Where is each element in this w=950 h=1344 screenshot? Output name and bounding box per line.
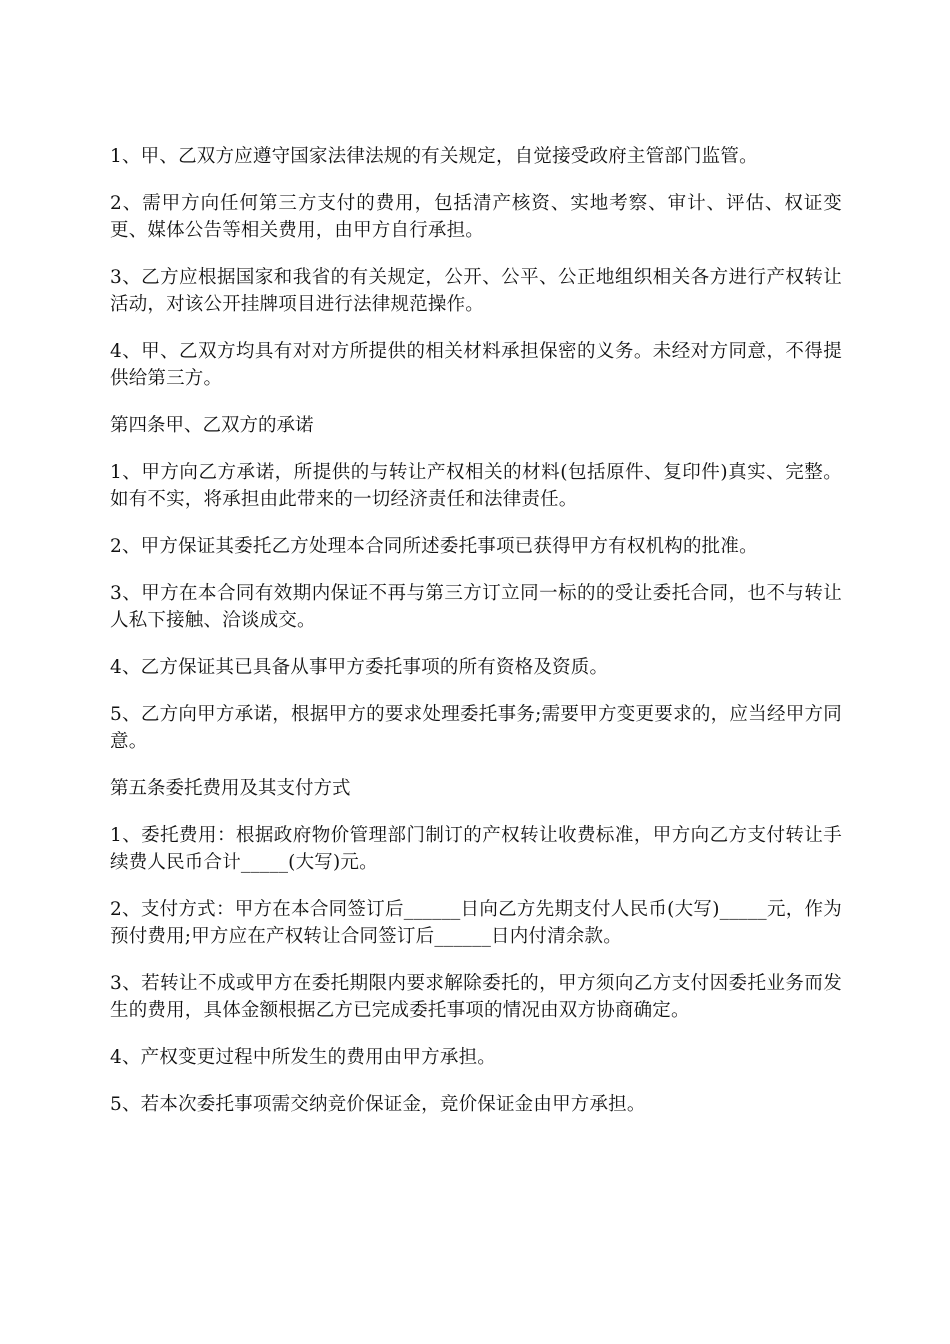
clause-paragraph: 2、甲方保证其委托乙方处理本合同所述委托事项已获得甲方有权机构的批准。 <box>110 536 758 557</box>
clause-paragraph: 1、甲、乙双方应遵守国家法律法规的有关规定，自觉接受政府主管部门监管。 <box>110 146 758 167</box>
clause-paragraph: 4、甲、乙双方均具有对对方所提供的相关材料承担保密的义务。未经对方同意，不得提供给第三方。 <box>110 341 842 389</box>
clause-paragraph: 2、支付方式：甲方在本合同签订后______日向乙方先期支付人民币(大写)_____元，作为预付费用;甲方应在产权转让合同签订后______日内付清余款。 <box>110 899 842 947</box>
clause-paragraph: 1、委托费用：根据政府物价管理部门制订的产权转让收费标准，甲方向乙方支付转让手续费人民币合计_____(大写)元。 <box>110 825 842 873</box>
clause-paragraph: 1、甲方向乙方承诺，所提供的与转让产权相关的材料(包括原件、复印件)真实、完整。如有不实，将承担由此带来的一切经济责任和法律责任。 <box>110 462 842 510</box>
clause-paragraph: 3、若转让不成或甲方在委托期限内要求解除委托的，甲方须向乙方支付因委托业务而发生的费用，具体金额根据乙方已完成委托事项的情况由双方协商确定。 <box>110 973 842 1021</box>
section-heading-article-5: 第五条委托费用及其支付方式 <box>110 778 351 799</box>
clause-paragraph: 5、乙方向甲方承诺，根据甲方的要求处理委托事务;需要甲方变更要求的，应当经甲方同意。 <box>110 704 842 752</box>
clause-paragraph: 4、乙方保证其已具备从事甲方委托事项的所有资格及资质。 <box>110 657 609 678</box>
document-body <box>110 143 842 1138</box>
clause-paragraph: 5、若本次委托事项需交纳竞价保证金，竞价保证金由甲方承担。 <box>110 1094 646 1115</box>
clause-paragraph: 3、乙方应根据国家和我省的有关规定，公开、公平、公正地组织相关各方进行产权转让活动，对该公开挂牌项目进行法律规范操作。 <box>110 267 842 315</box>
clause-paragraph: 2、需甲方向任何第三方支付的费用，包括清产核资、实地考察、审计、评估、权证变更、媒体公告等相关费用，由甲方自行承担。 <box>110 193 842 241</box>
clause-paragraph: 4、产权变更过程中所发生的费用由甲方承担。 <box>110 1047 496 1068</box>
section-heading-article-4: 第四条甲、乙双方的承诺 <box>110 415 314 436</box>
clause-paragraph: 3、甲方在本合同有效期内保证不再与第三方订立同一标的的受让委托合同，也不与转让人私下接触、洽谈成交。 <box>110 583 842 631</box>
